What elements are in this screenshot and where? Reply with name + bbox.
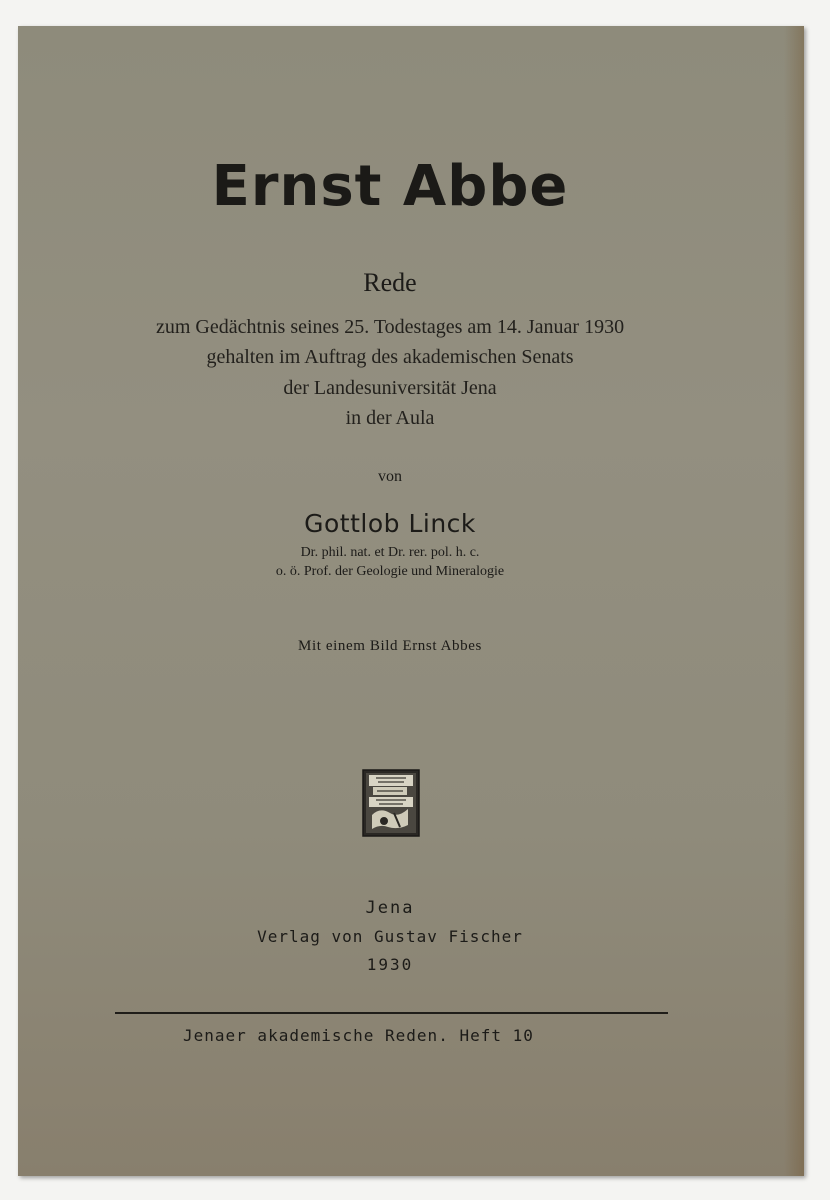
cover-subtitle: Rede xyxy=(363,268,417,297)
occasion-line: gehalten im Auftrag des akademischen Senats xyxy=(206,346,574,368)
author-title: o. ö. Prof. der Geologie und Mineralogie xyxy=(275,564,505,579)
book-cover xyxy=(18,26,804,1176)
divider-rule xyxy=(115,1012,668,1014)
series-line: Jenaer akademische Reden. Heft 10 xyxy=(183,1026,534,1045)
author-name: Gottlob Linck xyxy=(304,509,476,538)
author-title: Dr. phil. nat. et Dr. rer. pol. h. c. xyxy=(300,545,480,560)
cover-title: Ernst Abbe xyxy=(211,154,569,219)
publisher-name: Verlag von Gustav Fischer xyxy=(257,927,523,946)
portrait-note: Mit einem Bild Ernst Abbes xyxy=(298,638,482,654)
occasion-line: in der Aula xyxy=(345,407,435,429)
occasion-line: zum Gedächtnis seines 25. Todestages am 14. Januar 1930 xyxy=(155,316,625,338)
publication-year: 1930 xyxy=(366,955,414,974)
publisher-emblem-icon xyxy=(362,769,420,837)
occasion-line: der Landesuniversität Jena xyxy=(283,377,497,399)
by-label: von xyxy=(378,468,402,485)
publication-place: Jena xyxy=(365,898,415,918)
